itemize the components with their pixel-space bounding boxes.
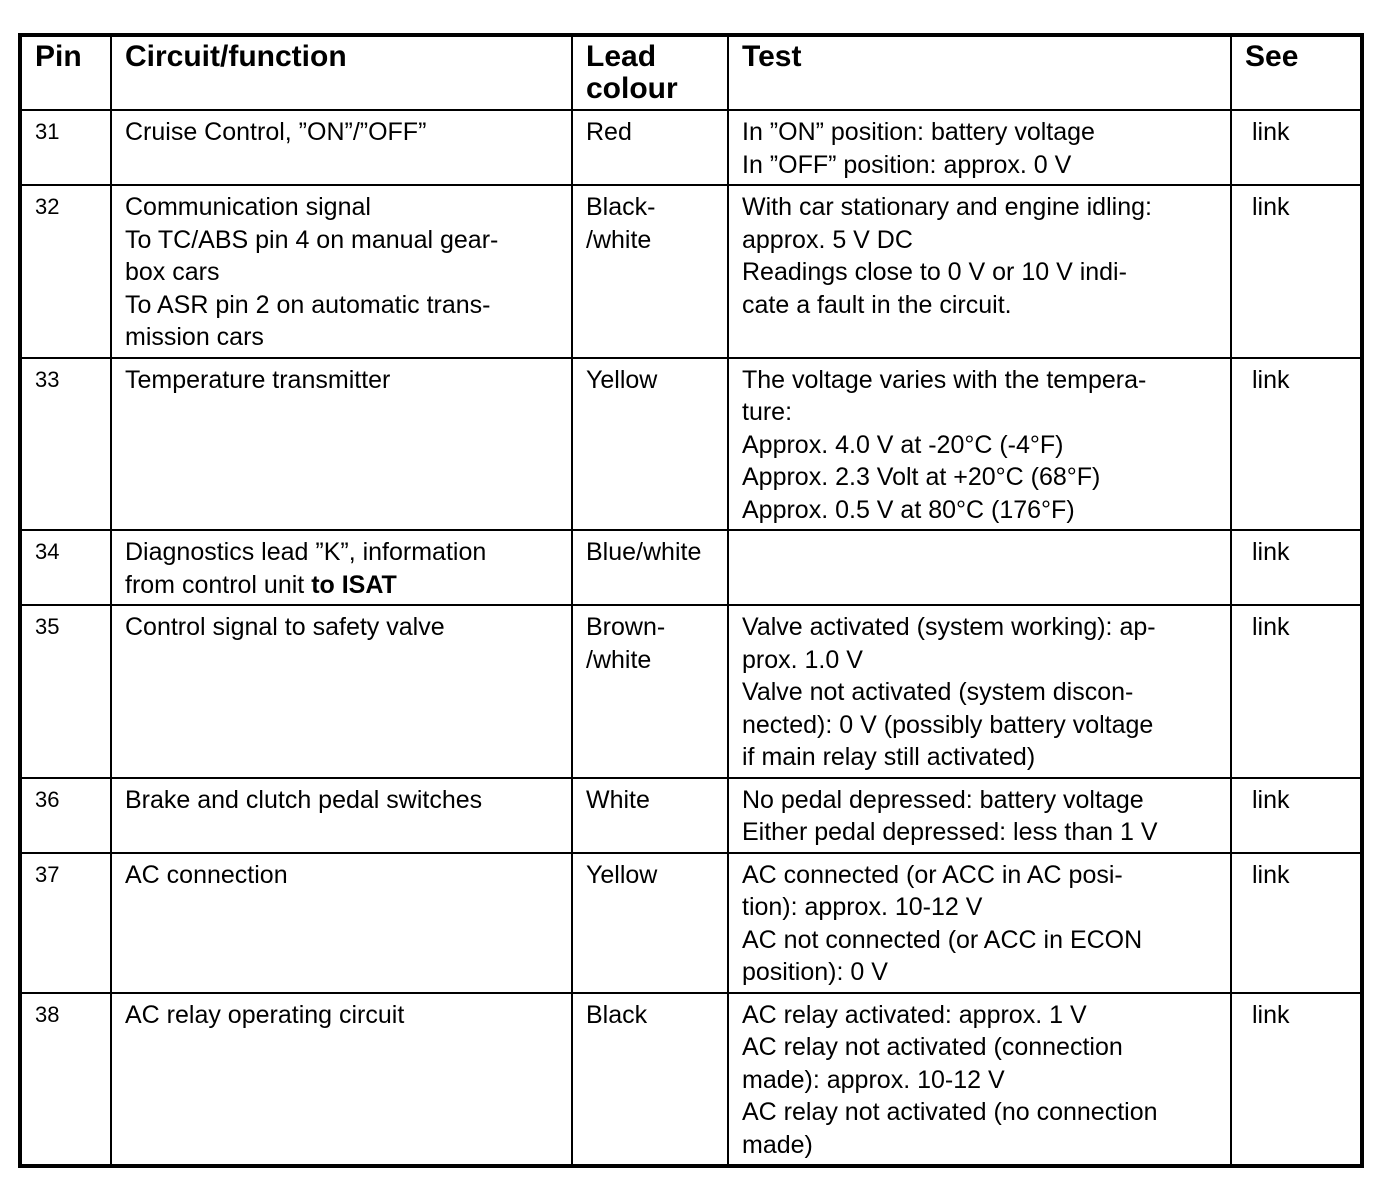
function-line: Control signal to safety valve — [125, 613, 445, 641]
lead-line: Black- — [586, 193, 656, 221]
test-line: approx. 5 V DC — [742, 225, 913, 254]
test-line: tion): approx. 10-12 V — [742, 893, 983, 921]
header-row — [20, 35, 1362, 110]
test-line: In ”ON” position: battery voltage — [742, 118, 1095, 146]
test-line: The voltage varies with the tempera- — [742, 365, 1147, 394]
function-cell — [111, 778, 572, 853]
see-link[interactable]: link — [1231, 110, 1362, 185]
header-pin: Pin — [20, 35, 111, 110]
pin-number: 35 — [20, 605, 111, 778]
table-row — [20, 605, 1362, 778]
function-line: mission cars — [125, 323, 264, 351]
table-row — [20, 185, 1362, 358]
lead-colour-cell — [572, 530, 728, 605]
function-emphasis: to ISAT — [311, 570, 397, 599]
pin-number: 31 — [20, 110, 111, 185]
header-lead-line: Lead — [586, 40, 657, 73]
see-link[interactable]: link — [1231, 993, 1362, 1167]
test-line: Valve not activated (system discon- — [742, 678, 1134, 706]
lead-colour-cell — [572, 778, 728, 853]
function-cell — [111, 605, 572, 778]
test-line: Approx. 0.5 V at 80°C (176°F) — [742, 495, 1075, 524]
lead-line: /white — [586, 225, 652, 254]
test-line: Readings close to 0 V or 10 V indi- — [742, 258, 1127, 286]
test-line: nected): 0 V (possibly battery voltage — [742, 710, 1154, 739]
table-row — [20, 530, 1362, 605]
function-line: Temperature transmitter — [125, 365, 391, 394]
table-row — [20, 778, 1362, 853]
pin-number: 33 — [20, 358, 111, 531]
pin-table — [18, 33, 1364, 1168]
function-line — [125, 569, 565, 602]
header-lead-colour — [572, 35, 728, 110]
function-line: To TC/ABS pin 4 on manual gear- — [125, 225, 499, 254]
lead-line: Yellow — [586, 365, 658, 394]
test-line: made) — [742, 1130, 813, 1159]
test-cell — [728, 993, 1231, 1167]
test-cell — [728, 778, 1231, 853]
test-line: ture: — [742, 398, 793, 426]
table-row — [20, 110, 1362, 185]
see-link[interactable]: link — [1231, 185, 1362, 358]
lead-colour-cell — [572, 358, 728, 531]
header-test: Test — [728, 35, 1231, 110]
lead-colour-cell — [572, 853, 728, 993]
test-line: prox. 1.0 V — [742, 645, 863, 674]
lead-colour-cell — [572, 185, 728, 358]
lead-line: Black — [586, 1000, 648, 1029]
test-line: AC relay not activated (no connection — [742, 1098, 1158, 1126]
test-cell — [728, 853, 1231, 993]
test-cell — [728, 605, 1231, 778]
header-lead-line: colour — [586, 72, 678, 105]
see-link[interactable]: link — [1231, 853, 1362, 993]
header-function: Circuit/function — [111, 35, 572, 110]
pin-number: 34 — [20, 530, 111, 605]
pin-number: 36 — [20, 778, 111, 853]
test-line: position): 0 V — [742, 958, 888, 986]
function-line: Cruise Control, ”ON”/”OFF” — [125, 118, 427, 146]
test-line: cate a fault in the circuit. — [742, 290, 1012, 319]
header-see: See — [1231, 35, 1362, 110]
lead-line: /white — [586, 645, 652, 674]
test-cell — [728, 185, 1231, 358]
function-text: from control unit — [125, 570, 312, 599]
lead-line: White — [586, 785, 650, 814]
function-cell — [111, 530, 572, 605]
table-row — [20, 993, 1362, 1167]
function-cell — [111, 993, 572, 1167]
lead-line: Blue/white — [586, 538, 702, 566]
table-row — [20, 358, 1362, 531]
function-cell — [111, 853, 572, 993]
function-line: AC connection — [125, 860, 288, 889]
test-line: Either pedal depressed: less than 1 V — [742, 818, 1158, 846]
test-line: AC not connected (or ACC in ECON — [742, 925, 1143, 954]
test-line: With car stationary and engine idling: — [742, 193, 1152, 221]
see-link[interactable]: link — [1231, 358, 1362, 531]
see-link[interactable]: link — [1231, 605, 1362, 778]
function-line: Communication signal — [125, 193, 371, 221]
lead-colour-cell — [572, 110, 728, 185]
pin-number: 37 — [20, 853, 111, 993]
test-line: if main relay still activated) — [742, 743, 1036, 771]
function-line: AC relay operating circuit — [125, 1000, 405, 1029]
test-line: Approx. 4.0 V at -20°C (-4°F) — [742, 430, 1064, 459]
pin-number: 32 — [20, 185, 111, 358]
pin-number: 38 — [20, 993, 111, 1167]
function-line: To ASR pin 2 on automatic trans- — [125, 290, 491, 319]
test-cell — [728, 530, 1231, 605]
test-line: No pedal depressed: battery voltage — [742, 785, 1144, 814]
function-line: box cars — [125, 258, 220, 286]
table-row — [20, 853, 1362, 993]
lead-colour-cell — [572, 605, 728, 778]
function-cell — [111, 185, 572, 358]
lead-line: Yellow — [586, 860, 658, 889]
function-cell — [111, 110, 572, 185]
test-line: Approx. 2.3 Volt at +20°C (68°F) — [742, 463, 1101, 491]
test-line: Valve activated (system working): ap- — [742, 613, 1156, 641]
lead-colour-cell — [572, 993, 728, 1167]
test-line: made): approx. 10-12 V — [742, 1065, 1005, 1094]
test-line: AC relay activated: approx. 1 V — [742, 1000, 1087, 1029]
function-line: Brake and clutch pedal switches — [125, 785, 483, 814]
see-link[interactable]: link — [1231, 530, 1362, 605]
function-line: Diagnostics lead ”K”, information — [125, 538, 487, 566]
function-cell — [111, 358, 572, 531]
test-cell — [728, 110, 1231, 185]
see-link[interactable]: link — [1231, 778, 1362, 853]
test-line: In ”OFF” position: approx. 0 V — [742, 150, 1072, 179]
test-cell — [728, 358, 1231, 531]
lead-line: Red — [586, 118, 632, 146]
lead-line: Brown- — [586, 613, 666, 641]
test-line: AC relay not activated (connection — [742, 1033, 1123, 1061]
test-line: AC connected (or ACC in AC posi- — [742, 860, 1123, 889]
